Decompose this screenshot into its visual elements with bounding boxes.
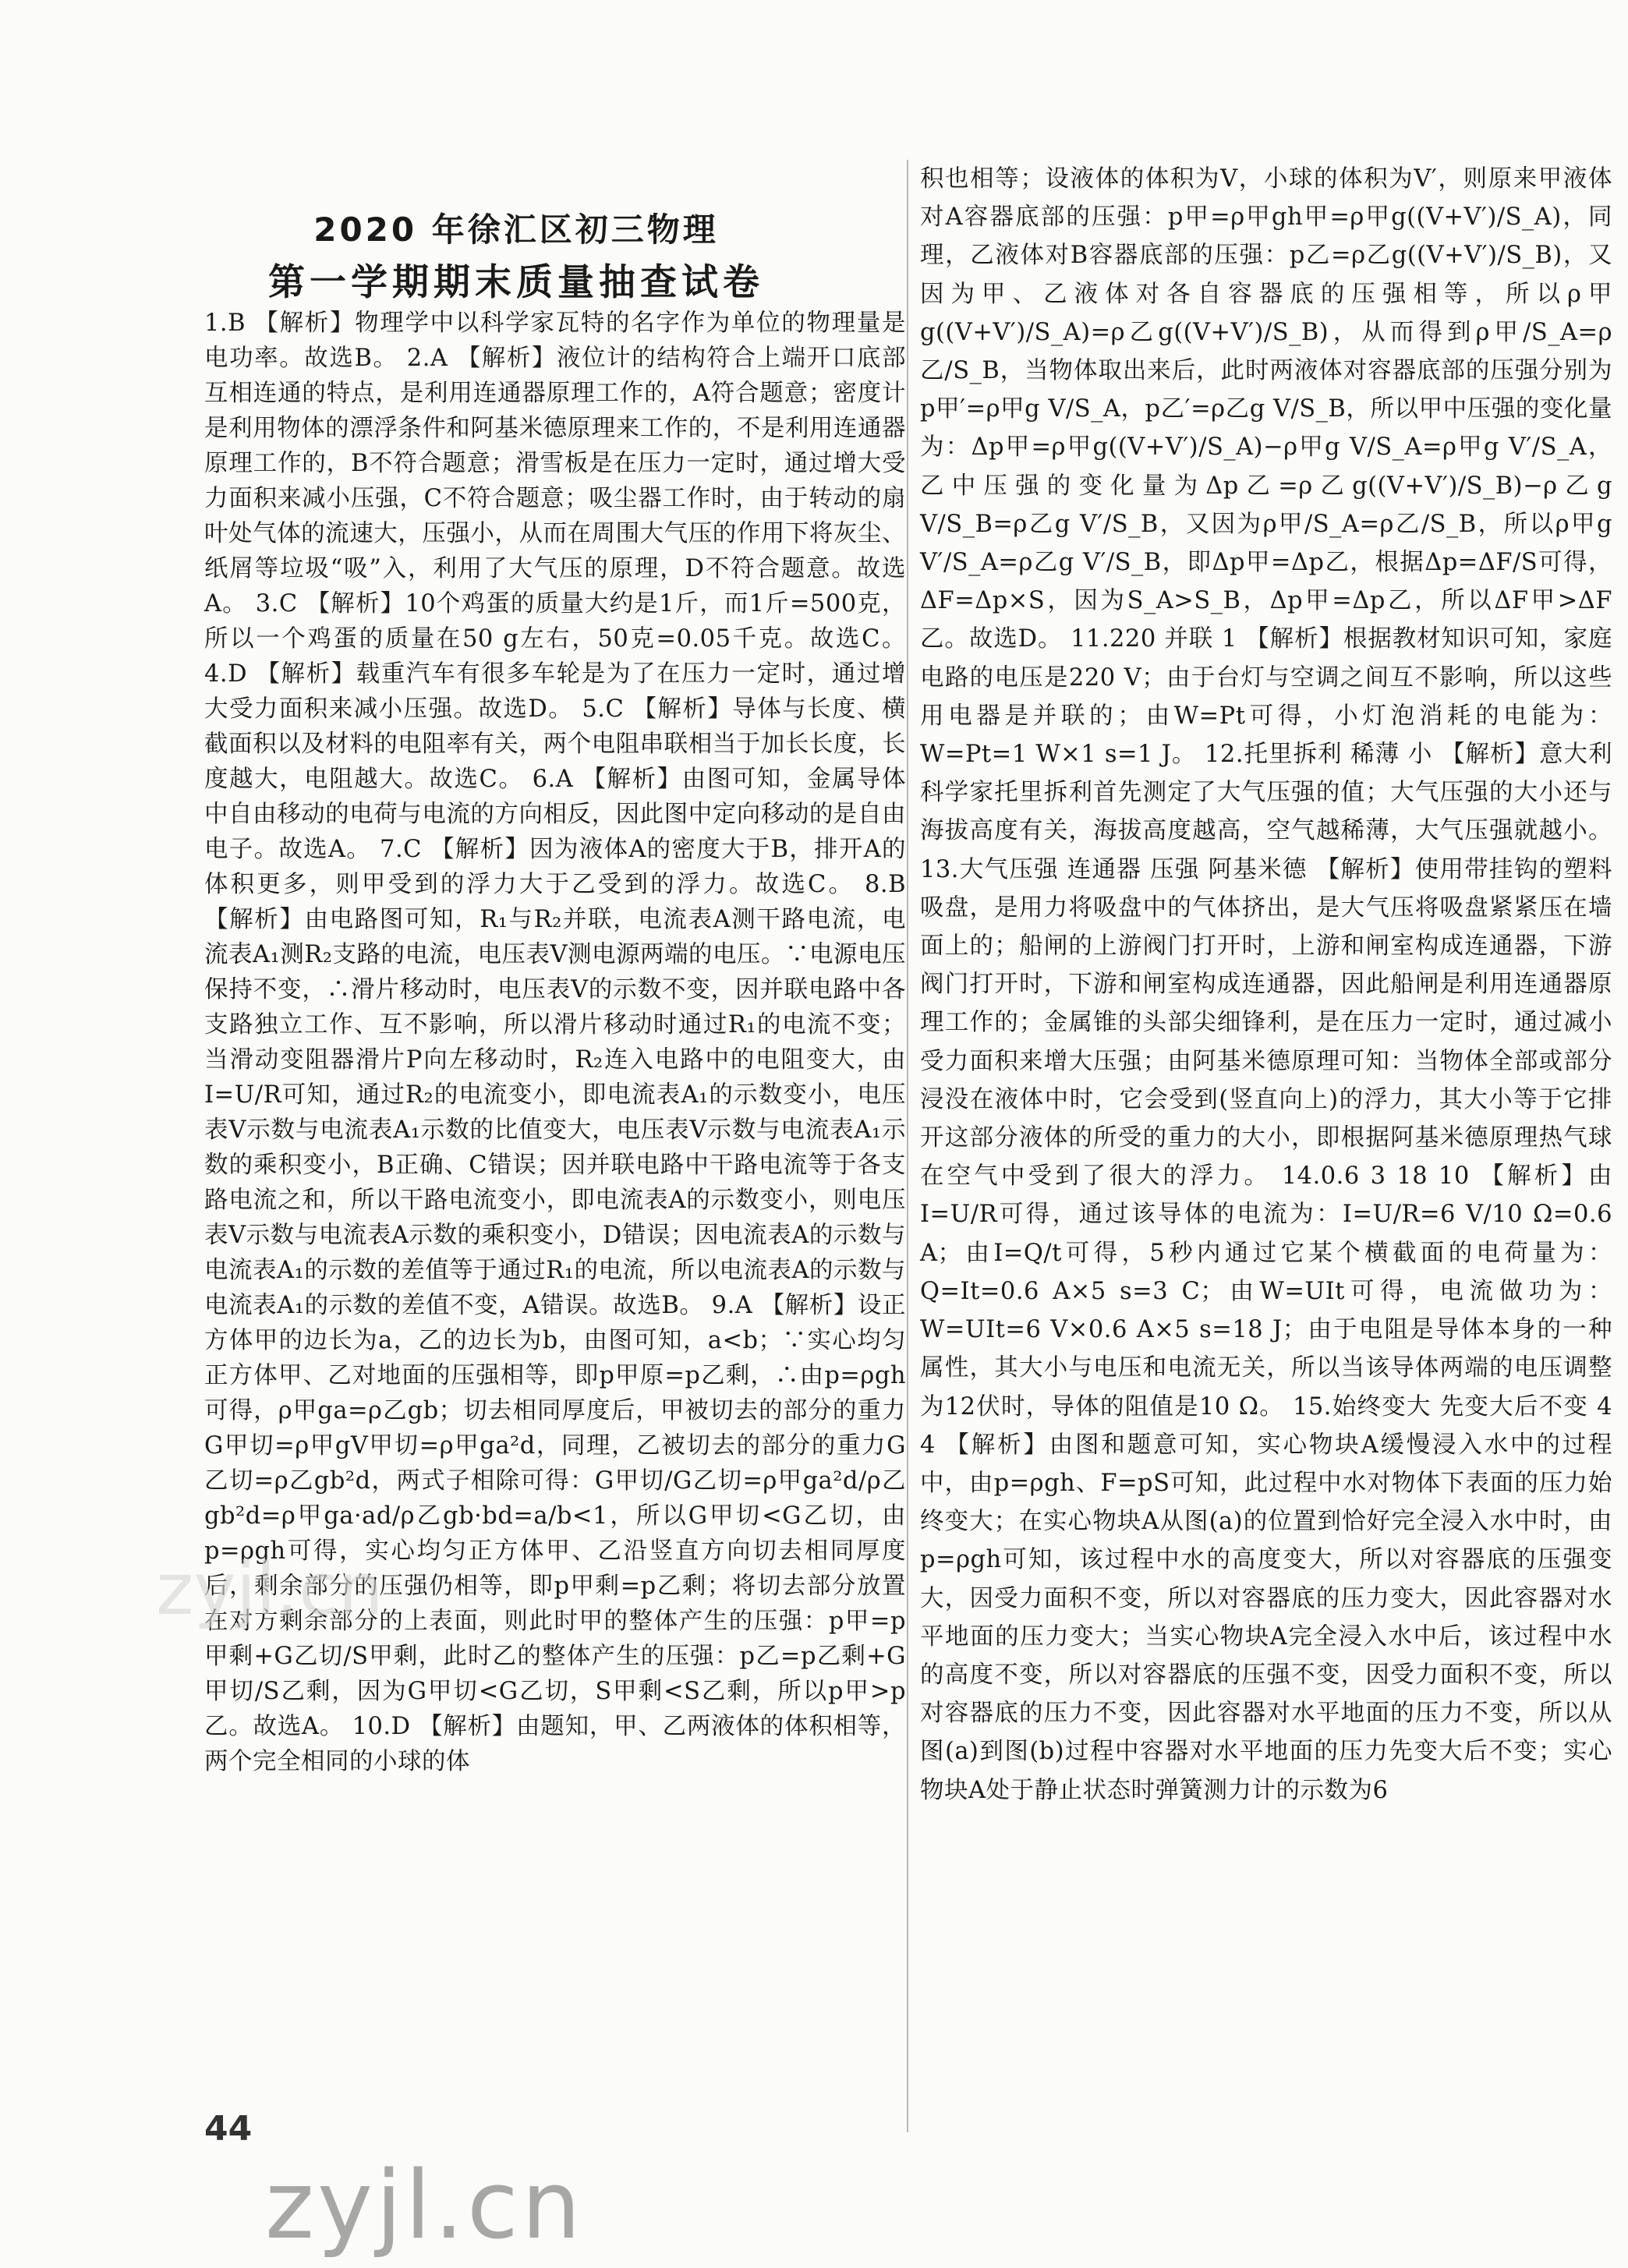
watermark-middle: zyjl.cn — [156, 1548, 384, 1631]
watermark-logo: zyjl.cn — [265, 2152, 584, 2260]
column-divider — [907, 160, 908, 2132]
right-column — [920, 160, 1612, 1810]
page-title-line1: 2020 年徐汇区初三物理 — [313, 211, 719, 249]
page-title-line2: 第一学期期末质量抽查试卷 — [268, 261, 764, 304]
page-number: 44 — [204, 2109, 253, 2149]
left-column-text: 1.B 【解析】物理学中以科学家瓦特的名字作为单位的物理量是电功率。故选B。 2.A 【解析】液位计的结构符合上端开口底部互相连通的特点，是利用连通器原理工作的，A符合题意；密度计是利用物体的漂浮条件和阿基米德原理来工作的，不是利用连通器原理工作的，B不符合题意；滑雪板是在压力一定时，通过增大受力面积来减小压强，C不符合题意；吸尘器工作时，由于转动的扇叶处气体的流速大，压强小，从而在周围大气压的作用下将灰尘、纸屑等垃圾“吸”入，利用了大气压的原理，D不符合题意。故选A。 3.C 【解析】10个鸡蛋的质量大约是1斤，而1斤=500克，所以一个鸡蛋的质量在50 g左右，50克=0.05千克。故选C。 4.D 【解析】载重汽车有很多车轮是为了在压力一定时，通过增大受力面积来减小压强。故选D。 5.C 【解析】导体与长度、横截面积以及材料的电阻率有关，两个电阻串联相当于加长长度，长度越大，电阻越大。故选C。 6.A 【解析】由图可知，金属导体中自由移动的电荷与电流的方向相反，因此图中定向移动的是自由电子。故选A。 7.C 【解析】因为液体A的密度大于B，排开A的体积更多，则甲受到的浮力大于乙受到的浮力。故选C。 8.B 【解析】由电路图可知，R₁与R₂并联，电流表A测干路电流，电流表A₁测R₂支路的电流，电压表V测电源两端的电压。∵电源电压保持不变，∴滑片移动时，电压表V的示数不变，因并联电路中各支路独立工作、互不影响，所以滑片移动时通过R₁的电流不变；当滑动变阻器滑片P向左移动时，R₂连入电路中的电阻变大，由I=U/R可知，通过R₂的电流变小，即电流表A₁的示数变小，电压表V示数与电流表A₁示数的比值变大，电压表V示数与电流表A₁示数的乘积变小，B正确、C错误；因并联电路中干路电流等于各支路电流之和，所以干路电流变小，即电流表A的示数变小，则电压表V示数与电流表A示数的乘积变小，D错误；因电流表A的示数与电流表A₁的示数的差值等于通过R₁的电流，所以电流表A的示数与电流表A₁的示数的差值不变，A错误。故选B。 9.A 【解析】设正方体甲的边长为a，乙的边长为b，由图可知，a<b；∵实心均匀正方体甲、乙对地面的压强相等，即p甲原=p乙剩，∴由p=ρgh可得，ρ甲ga=ρ乙gb；切去相同厚度后，甲被切去的部分的重力G甲切=ρ甲gV甲切=ρ甲ga²d，同理，乙被切去的部分的重力G乙切=ρ乙gb²d，两式子相除可得：G甲切/G乙切=ρ甲ga²d/ρ乙gb²d=ρ甲ga·ad/ρ乙gb·bd=a/b<1，所以G甲切<G乙切，由p=ρgh可得，实心均匀正方体甲、乙沿竖直方向切去相同厚度后，剩余部分的压强仍相等，即p甲剩=p乙剩；将切去部分放置在对方剩余部分的上表面，则此时甲的整体产生的压强：p甲=p甲剩+G乙切/S甲剩，此时乙的整体产生的压强：p乙=p乙剩+G甲切/S乙剩，因为G甲切<G乙切，S甲剩<S乙剩，所以p甲>p乙。故选A。 10.D 【解析】由题知，甲、乙两液体的体积相等，两个完全相同的小球的体 — [204, 310, 906, 1775]
right-column-text: 积也相等；设液体的体积为V，小球的体积为V′，则原来甲液体对A容器底部的压强：p甲=ρ甲gh甲=ρ甲g((V+V′)/S_A)，同理，乙液体对B容器底部的压强：p乙=ρ乙g((V+V′)/S_B)，又因为甲、乙液体对各自容器底的压强相等，所以ρ甲g((V+V′)/S_A)=ρ乙g((V+V′)/S_B)，从而得到ρ甲/S_A=ρ乙/S_B，当物体取出来后，此时两液体对容器底部的压强分别为p甲′=ρ甲g V/S_A，p乙′=ρ乙g V/S_B，所以甲中压强的变化量为：Δp甲=ρ甲g((V+V′)/S_A)−ρ甲g V/S_A=ρ甲g V′/S_A，乙中压强的变化量为Δp乙=ρ乙g((V+V′)/S_B)−ρ乙g V/S_B=ρ乙g V′/S_B，又因为ρ甲/S_A=ρ乙/S_B，所以ρ甲g V′/S_A=ρ乙g V′/S_B，即Δp甲=Δp乙，根据Δp=ΔF/S可得，ΔF=Δp×S，因为S_A>S_B，Δp甲=Δp乙，所以ΔF甲>ΔF乙。故选D。 11.220 并联 1 【解析】根据教材知识可知，家庭电路的电压是220 V；由于台灯与空调之间互不影响，所以这些用电器是并联的；由W=Pt可得，小灯泡消耗的电能为：W=Pt=1 W×1 s=1 J。 12.托里拆利 稀薄 小 【解析】意大利科学家托里拆利首先测定了大气压强的值；大气压强的大小还与海拔高度有关，海拔高度越高，空气越稀薄，大气压强就越小。 13.大气压强 连通器 压强 阿基米德 【解析】使用带挂钩的塑料吸盘，是用力将吸盘中的气体挤出，是大气压将吸盘紧紧压在墙面上的；船闸的上游阀门打开时，上游和闸室构成连通器，下游阀门打开时，下游和闸室构成连通器，因此船闸是利用连通器原理工作的；金属锥的头部尖细锋利，是在压力一定时，通过减小受力面积来增大压强；由阿基米德原理可知：当物体全部或部分浸没在液体中时，它会受到(竖直向上)的浮力，其大小等于它排开这部分液体的所受的重力的大小，即根据阿基米德原理热气球在空气中受到了很大的浮力。 14.0.6 3 18 10 【解析】由I=U/R可得，通过该导体的电流为：I=U/R=6 V/10 Ω=0.6 A；由I=Q/t可得，5秒内通过它某个横截面的电荷量为：Q=It=0.6 A×5 s=3 C；由W=UIt可得，电流做功为：W=UIt=6 V×0.6 A×5 s=18 J；由于电阻是导体本身的一种属性，其大小与电压和电流无关，所以当该导体两端的电压调整为12伏时，导体的阻值是10 Ω。 15.始终变大 先变大后不变 4 4 【解析】由图和题意可知，实心物块A缓慢浸入水中的过程中，由p=ρgh、F=pS可知，此过程中水对物体下表面的压力始终变大；在实心物块A从图(a)的位置到恰好完全浸入水中时，由p=ρgh可知，该过程中水的高度变大，所以对容器底的压强变大，因受力面积不变，所以对容器底的压力变大，因此容器对水平地面的压力变大；当实心物块A完全浸入水中后，该过程中水的高度不变，所以对容器底的压强不变，因受力面积不变，所以对容器底的压力不变，因此容器对水平地面的压力不变，所以从图(a)到图(b)过程中容器对水平地面的压力先变大后不变；实心物块A处于静止状态时弹簧测力计的示数为6 — [920, 165, 1612, 1804]
